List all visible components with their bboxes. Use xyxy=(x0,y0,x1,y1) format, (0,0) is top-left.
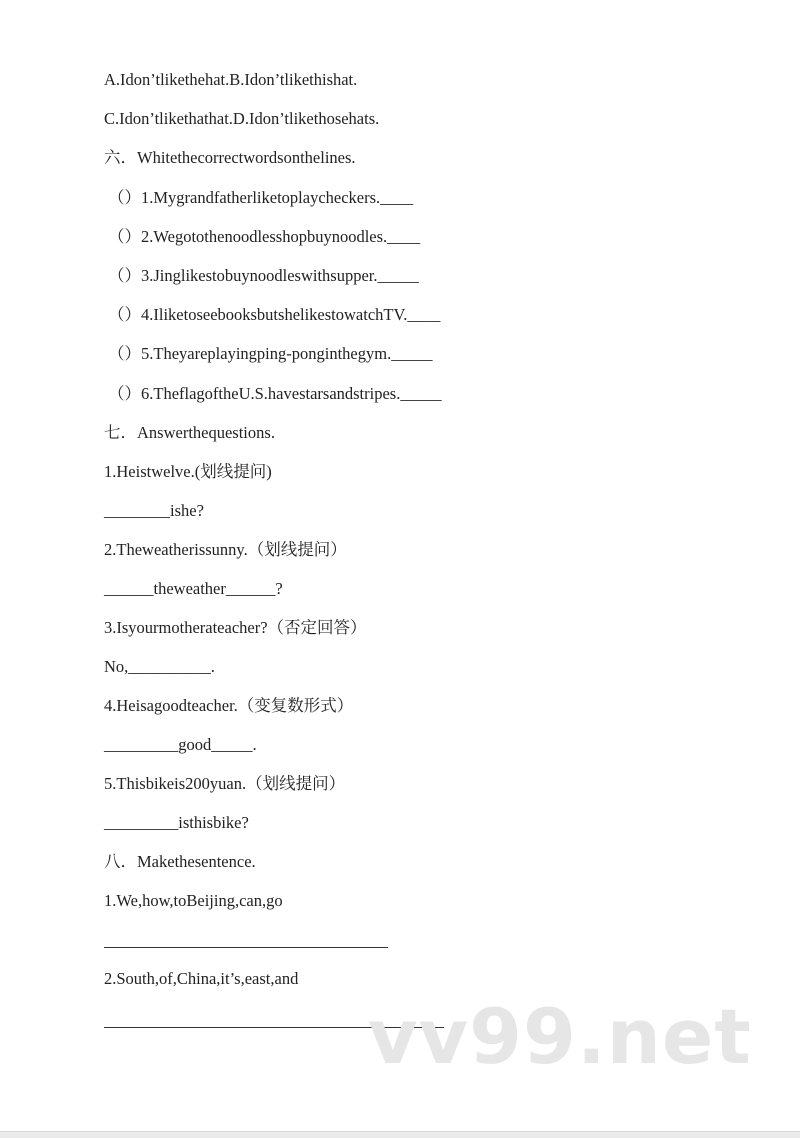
answer-4: _________good_____. xyxy=(104,735,257,754)
question-2: 2.Theweatherissunny.（划线提问） xyxy=(104,540,347,559)
answer-2: ______theweather______? xyxy=(104,579,283,598)
error-item-5: （）5.Theyareplayingping-ponginthegym._____ xyxy=(108,344,433,363)
question-3: 3.Isyourmotherateacher?（否定回答） xyxy=(104,618,367,637)
answer-1: ________ishe? xyxy=(104,501,204,520)
answer-3: No,__________. xyxy=(104,657,215,676)
error-item-2: （）2.Wegotothenoodlesshopbuynoodles.____ xyxy=(108,227,421,246)
section-6-heading: 六．Whitethecorrectwordsonthelines. xyxy=(104,148,356,167)
question-1: 1.Heistwelve.(划线提问) xyxy=(104,462,272,481)
options-ab: A.Idon’tlikethehat.B.Idon’tlikethishat. xyxy=(104,70,358,89)
section-7-heading: 七．Answerthequestions. xyxy=(104,423,275,442)
section-8-heading: 八．Makethesentence. xyxy=(104,852,256,871)
sentence-1-words: 1.We,how,toBeijing,can,go xyxy=(104,891,283,910)
error-item-6: （）6.TheflagoftheU.S.havestarsandstripes._____ xyxy=(108,384,442,403)
question-5: 5.Thisbikeis200yuan.（划线提问） xyxy=(104,774,346,793)
error-item-1: （）1.Mygrandfatherliketoplaycheckers.____ xyxy=(108,188,414,207)
answer-5: _________isthisbike? xyxy=(104,813,249,832)
sentence-2-words: 2.South,of,China,it’s,east,and xyxy=(104,969,299,988)
error-item-3: （）3.Jinglikestobuynoodleswithsupper._____ xyxy=(108,266,419,285)
error-item-4: （）4.IliketoseebooksbutshelikestowatchTV.____ xyxy=(108,305,441,324)
question-4: 4.Heisagoodteacher.（变复数形式） xyxy=(104,696,354,715)
options-cd: C.Idon’tlikethathat.D.Idon’tlikethosehats. xyxy=(104,109,380,128)
watermark: vv99.net xyxy=(368,992,752,1081)
answer-line-1 xyxy=(104,947,388,948)
